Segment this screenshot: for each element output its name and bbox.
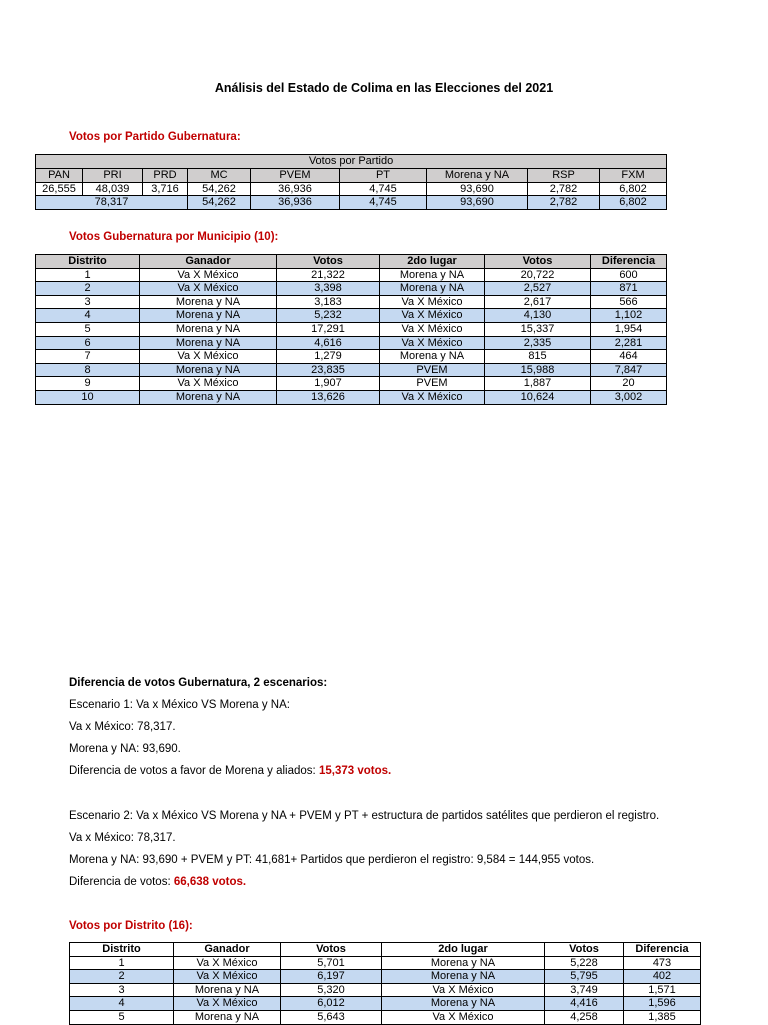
table-row — [36, 282, 667, 296]
table-cell: Va X México — [140, 350, 277, 364]
header-cell: PAN — [36, 168, 83, 182]
section-heading-escenarios: Diferencia de votos Gubernatura, 2 escenarios: — [69, 677, 328, 689]
table-cell: 20 — [591, 377, 667, 391]
table-cell: 13,626 — [277, 390, 380, 404]
header-cell: Diferencia — [624, 943, 701, 957]
table-cell: 3,002 — [591, 390, 667, 404]
table-cell: 54,262 — [188, 182, 251, 196]
table-cell: Morena y NA — [380, 282, 485, 296]
table-cell: 93,690 — [427, 196, 528, 210]
table-row — [36, 363, 667, 377]
diferencia-label: Diferencia de votos a favor de Morena y aliados: — [69, 765, 319, 777]
escenario1-diferencia — [69, 765, 391, 777]
table-cell: Morena y NA — [380, 268, 485, 282]
table-row — [36, 182, 667, 196]
table-cell: Morena y NA — [140, 336, 277, 350]
table-cell: 5,701 — [281, 956, 382, 970]
table-cell: Va X México — [140, 377, 277, 391]
header-cell: 2do lugar — [380, 255, 485, 269]
table-cell: 26,555 — [36, 182, 83, 196]
table-cell: Morena y NA — [174, 983, 281, 997]
table-cell: Morena y NA — [140, 363, 277, 377]
section-heading-municipio: Votos Gubernatura por Municipio (10): — [69, 231, 279, 243]
table-cell: 3,749 — [545, 983, 624, 997]
table-cell: PVEM — [380, 363, 485, 377]
header-cell: Morena y NA — [427, 168, 528, 182]
table-row — [70, 1010, 701, 1024]
table-row — [36, 336, 667, 350]
table-cell: 2,527 — [485, 282, 591, 296]
table-cell: 6,012 — [281, 997, 382, 1011]
page-title: Análisis del Estado de Colima en las Elecciones del 2021 — [214, 81, 554, 95]
table-row — [36, 377, 667, 391]
table-cell: 5,795 — [545, 970, 624, 984]
table-cell: 473 — [624, 956, 701, 970]
table-row — [36, 196, 667, 210]
section-heading-distrito: Votos por Distrito (16): — [69, 920, 193, 932]
table-cell: 815 — [485, 350, 591, 364]
table-cell: Morena y NA — [140, 309, 277, 323]
diferencia-value: 15,373 votos. — [318, 765, 392, 777]
table-cell: Va X México — [382, 1010, 545, 1024]
table-cell: 4 — [70, 997, 174, 1011]
table-cell: 6 — [36, 336, 140, 350]
table-cell: 1,385 — [624, 1010, 701, 1024]
table-cell: 7,847 — [591, 363, 667, 377]
table-cell: 3 — [70, 983, 174, 997]
table-cell: 21,322 — [277, 268, 380, 282]
table-row — [70, 983, 701, 997]
table-cell: 1,954 — [591, 322, 667, 336]
table-cell: 36,936 — [251, 196, 340, 210]
table-cell: 1,279 — [277, 350, 380, 364]
table-cell: 1 — [70, 956, 174, 970]
table-cell: 15,988 — [485, 363, 591, 377]
table-cell: Va X México — [174, 997, 281, 1011]
header-cell: Ganador — [174, 943, 281, 957]
table-cell: Va X México — [380, 295, 485, 309]
table-cell: 4 — [36, 309, 140, 323]
votos-partido-table — [35, 154, 667, 210]
table-cell: 2,281 — [591, 336, 667, 350]
table-cell: 3,183 — [277, 295, 380, 309]
header-cell: Diferencia — [591, 255, 667, 269]
table-cell: Morena y NA — [380, 350, 485, 364]
header-cell: PRD — [143, 168, 188, 182]
table-cell: 5 — [36, 322, 140, 336]
table-cell: 2,335 — [485, 336, 591, 350]
table-cell: 36,936 — [251, 182, 340, 196]
table-row — [70, 956, 701, 970]
table-cell: Va X México — [140, 268, 277, 282]
table-cell: 1,887 — [485, 377, 591, 391]
table-row — [36, 309, 667, 323]
table-cell: 1,102 — [591, 309, 667, 323]
header-cell: Votos — [485, 255, 591, 269]
table-cell: 23,835 — [277, 363, 380, 377]
table-cell: 566 — [591, 295, 667, 309]
escenario1-title: Escenario 1: Va x México VS Morena y NA: — [69, 699, 290, 711]
table-cell: Va X México — [382, 983, 545, 997]
distrito-table — [69, 942, 701, 1025]
table-row — [70, 997, 701, 1011]
section-heading-partido: Votos por Partido Gubernatura: — [69, 131, 241, 143]
table-cell: 4,258 — [545, 1010, 624, 1024]
header-cell: FXM — [600, 168, 667, 182]
escenario1-morena: Morena y NA: 93,690. — [69, 743, 181, 755]
table-cell: 3,398 — [277, 282, 380, 296]
table-cell: 9 — [36, 377, 140, 391]
header-cell: Ganador — [140, 255, 277, 269]
table-row — [36, 390, 667, 404]
table-cell: 5,643 — [281, 1010, 382, 1024]
header-cell: Votos — [545, 943, 624, 957]
table-cell: 3,716 — [143, 182, 188, 196]
escenario1-vax: Va x México: 78,317. — [69, 721, 176, 733]
table-cell: 20,722 — [485, 268, 591, 282]
table-cell: 17,291 — [277, 322, 380, 336]
table-cell: Morena y NA — [382, 956, 545, 970]
table-cell: 48,039 — [83, 182, 143, 196]
table-cell: 10 — [36, 390, 140, 404]
table-cell: 93,690 — [427, 182, 528, 196]
table-row — [36, 295, 667, 309]
header-cell: 2do lugar — [382, 943, 545, 957]
header-cell: Votos — [281, 943, 382, 957]
table-cell: 2,617 — [485, 295, 591, 309]
table-cell: 4,745 — [340, 182, 427, 196]
diferencia-value: 66,638 votos. — [173, 876, 247, 888]
table-cell: Va X México — [140, 282, 277, 296]
table-cell: 1,596 — [624, 997, 701, 1011]
table-cell: Va X México — [174, 970, 281, 984]
table-cell: 402 — [624, 970, 701, 984]
escenario2-vax: Va x México: 78,317. — [69, 832, 176, 844]
table-title: Votos por Partido — [36, 155, 667, 169]
table-cell: 2 — [36, 282, 140, 296]
table-cell: 600 — [591, 268, 667, 282]
header-cell: PRI — [83, 168, 143, 182]
table-cell: 6,802 — [600, 182, 667, 196]
table-cell: 6,197 — [281, 970, 382, 984]
table-cell: 4,745 — [340, 196, 427, 210]
table-cell: 1,907 — [277, 377, 380, 391]
table-cell: Va X México — [380, 390, 485, 404]
table-cell: Morena y NA — [140, 390, 277, 404]
table-cell: Morena y NA — [174, 1010, 281, 1024]
header-cell: PVEM — [251, 168, 340, 182]
table-header-row — [36, 168, 667, 182]
table-cell: 7 — [36, 350, 140, 364]
table-title-row — [36, 155, 667, 169]
escenario2-diferencia — [69, 876, 246, 888]
table-row — [36, 350, 667, 364]
table-cell: 464 — [591, 350, 667, 364]
table-cell: Morena y NA — [382, 970, 545, 984]
table-cell: Va X México — [174, 956, 281, 970]
table-cell: 54,262 — [188, 196, 251, 210]
table-cell: 871 — [591, 282, 667, 296]
header-cell: MC — [188, 168, 251, 182]
table-cell: 5,228 — [545, 956, 624, 970]
table-cell: Morena y NA — [140, 322, 277, 336]
municipio-table — [35, 254, 667, 405]
table-cell: 6,802 — [600, 196, 667, 210]
table-cell: 8 — [36, 363, 140, 377]
table-cell: 2 — [70, 970, 174, 984]
table-cell: 2,782 — [528, 196, 600, 210]
table-row — [70, 970, 701, 984]
escenario2-morena: Morena y NA: 93,690 + PVEM y PT: 41,681+ Partidos que perdieron el registro: 9,584 = 144,955 votos. — [69, 854, 595, 866]
table-cell: 4,130 — [485, 309, 591, 323]
table-cell: 2,782 — [528, 182, 600, 196]
escenario2-title: Escenario 2: Va x México VS Morena y NA + PVEM y PT + estructura de partidos satélites que perdieron el registro. — [69, 810, 660, 822]
header-cell: RSP — [528, 168, 600, 182]
table-cell: PVEM — [380, 377, 485, 391]
header-cell: Distrito — [36, 255, 140, 269]
header-cell: PT — [340, 168, 427, 182]
table-cell: 1,571 — [624, 983, 701, 997]
table-cell: Morena y NA — [382, 997, 545, 1011]
table-row — [36, 268, 667, 282]
table-cell: Va X México — [380, 336, 485, 350]
table-cell: 10,624 — [485, 390, 591, 404]
table-cell: 4,616 — [277, 336, 380, 350]
table-cell: 4,416 — [545, 997, 624, 1011]
diferencia-label: Diferencia de votos: — [69, 876, 174, 888]
header-cell: Votos — [277, 255, 380, 269]
table-header-row — [36, 255, 667, 269]
table-cell: Va X México — [380, 322, 485, 336]
table-cell: 3 — [36, 295, 140, 309]
table-row — [36, 322, 667, 336]
table-cell: 5 — [70, 1010, 174, 1024]
table-cell: Va X México — [380, 309, 485, 323]
table-cell: Morena y NA — [140, 295, 277, 309]
table-header-row — [70, 943, 701, 957]
table-cell: 15,337 — [485, 322, 591, 336]
table-cell: 5,320 — [281, 983, 382, 997]
table-cell: 78,317 — [36, 196, 188, 210]
header-cell: Distrito — [70, 943, 174, 957]
table-cell: 5,232 — [277, 309, 380, 323]
table-cell: 1 — [36, 268, 140, 282]
